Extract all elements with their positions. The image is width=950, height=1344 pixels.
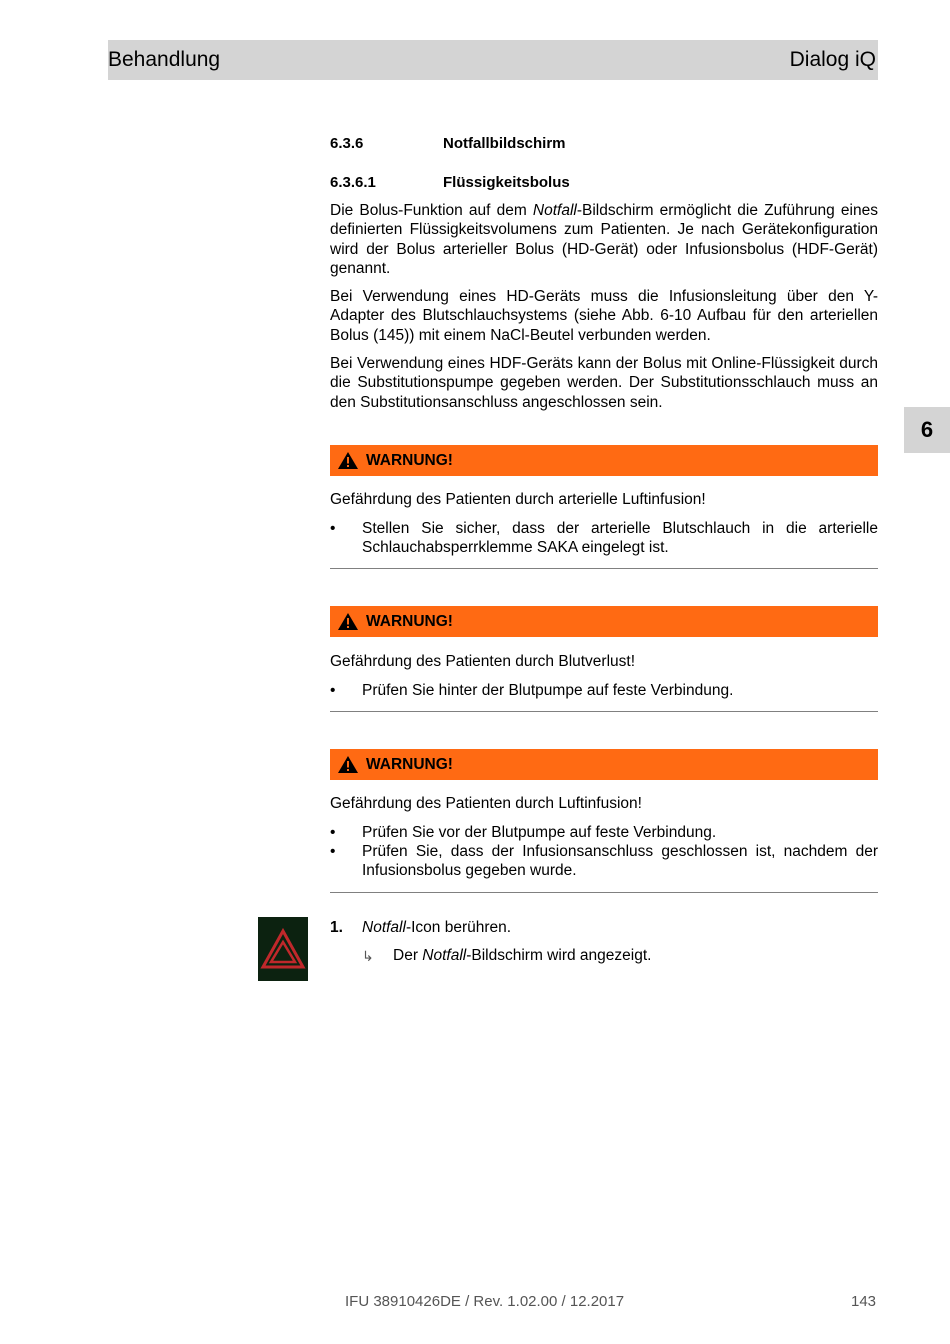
step-number: 1. (330, 919, 343, 936)
step-result: Der Notfall-Bildschirm wird angezeigt. (393, 947, 652, 964)
paragraph-3: Bei Verwendung eines HDF-Geräts kann der Bolus mit Online-Flüssigkeit durch die Substitutionspumpe gegeben werden. Der Substitutionsschlauch muss an den Substitutionsanschluss angeschlossen sein. (330, 355, 878, 411)
subsection-number: 6.3.6.1 (330, 174, 376, 191)
warning-3-hazard: Gefährdung des Patienten durch Luftinfusion! (330, 795, 642, 812)
paragraph-1: Die Bolus-Funktion auf dem Notfall-Bildschirm ermöglicht die Zuführung eines definierten Flüssigkeitsvolumens zum Patienten. Je nach Gerätekonfiguration wird der Bolus arterieller Bolus (HD-Gerät) oder Infusionsbolus (HDF-Gerät) genannt. (330, 202, 878, 277)
warning-bar-3 (330, 749, 878, 780)
page-header (108, 40, 878, 80)
warning-triangle-icon (338, 613, 358, 630)
warning-triangle-icon (338, 756, 358, 773)
footer-document-id: IFU 38910426DE / Rev. 1.02.00 / 12.2017 (345, 1293, 625, 1310)
section-title: Notfallbildschirm (443, 135, 566, 152)
emergency-triangle-icon (258, 917, 308, 981)
emergency-icon-button[interactable] (258, 917, 308, 981)
warning-label: WARNUNG! (366, 452, 453, 469)
warning-label: WARNUNG! (366, 613, 453, 630)
header-chapter-title: Behandlung (108, 48, 221, 71)
divider (330, 892, 878, 893)
warning-1-hazard: Gefährdung des Patienten durch arterielle Luftinfusion! (330, 491, 706, 508)
footer-page-number: 143 (851, 1293, 877, 1310)
warning-label: WARNUNG! (366, 756, 453, 773)
warning-2-hazard: Gefährdung des Patienten durch Blutverlust! (330, 653, 636, 670)
divider (330, 568, 878, 569)
chapter-tab: 6 (904, 407, 950, 453)
warning-bar-1 (330, 445, 878, 476)
paragraph-2: Bei Verwendung eines HD-Geräts muss die Infusionsleitung über den Y-Adapter des Blutschlauchsystems (siehe Abb. 6-10 Aufbau für den arteriellen Bolus (145)) mit einem NaCl-Beutel verbunden werden. (330, 288, 878, 344)
warning-triangle-icon (338, 452, 358, 469)
step-instruction: Notfall-Icon berühren. (362, 919, 512, 936)
result-arrow-icon: ↳ (362, 948, 374, 964)
subsection-title: Flüssigkeitsbolus (443, 174, 570, 191)
warning-bar-2 (330, 606, 878, 637)
header-product-name: Dialog iQ (789, 48, 876, 71)
divider (330, 711, 878, 712)
section-number: 6.3.6 (330, 135, 364, 152)
